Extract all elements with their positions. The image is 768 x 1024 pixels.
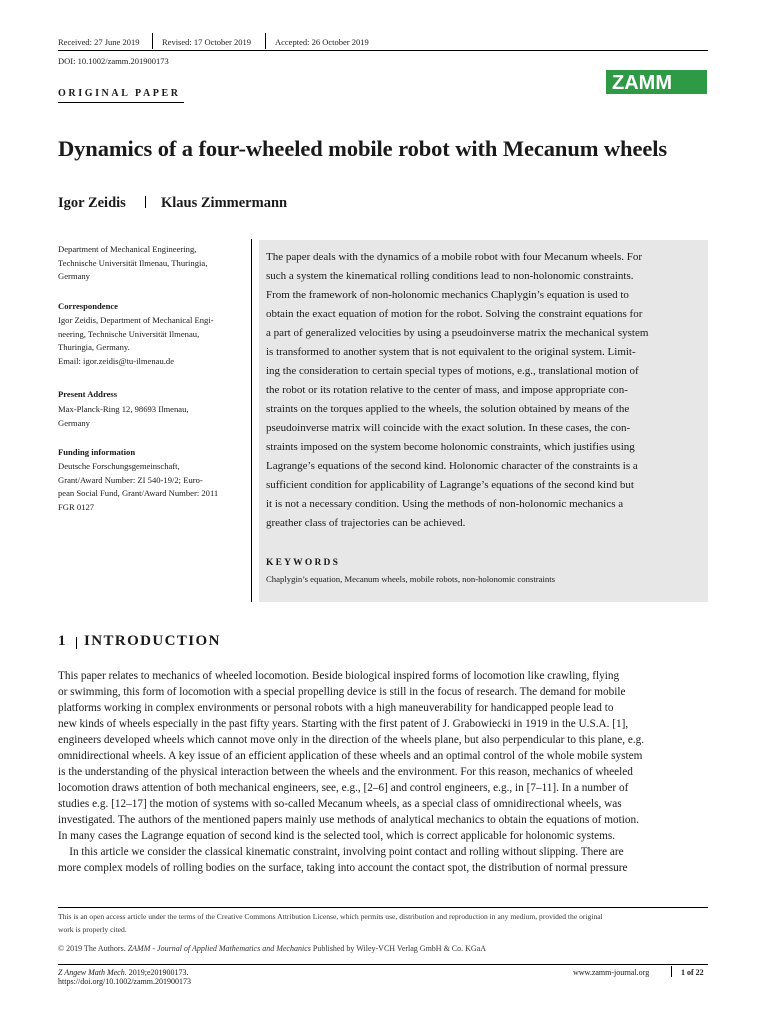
body-line: studies e.g. [12–17] the motion of systems with so-called Mecanum wheels, as a special class of omnidirectional wheels, was <box>58 798 622 810</box>
body-line: is the understanding of the physical interaction between the wheels and the environment. For this reason, mechanics of wheeled <box>58 766 633 778</box>
body-line: omnidirectional wheels. A key issue of an efficient application of these wheels and an optimal control of the whole mobile system <box>58 750 643 762</box>
abstract-line: ing the consideration to certain special types of motions, e.g., translational motion of <box>266 365 639 377</box>
body-line: or swimming, this form of locomotion with a special propelling device is still in the focus of research. The demand for mobile <box>58 686 626 698</box>
body-line: more complex models of rolling bodies on the surface, taking into account the contact spot, the distribution of normal pressure <box>58 862 628 874</box>
body-line: In many cases the Lagrange equation of second kind is the selected tool, which is correct applicable for holonomic systems. <box>58 830 616 842</box>
abstract-line: a part of generalized velocities by using a pseudoinverse matrix the mechanical system <box>266 327 649 339</box>
citation-id: 2019;e201900173. <box>126 968 189 977</box>
license-text: This is an open access article under the terms of the Creative Commons Attribution License, which permits use, distribution and reproduction in any medium, provided the original <box>58 912 603 921</box>
footer-rule <box>58 964 708 965</box>
abstract-line: obtain the exact equation of motion for the robot. Solving the constraint equations for <box>266 308 643 320</box>
abstract-line: sufficient condition for applicability of Lagrange’s equations of the second kind but <box>266 479 634 491</box>
author-2[interactable]: Klaus Zimmermann <box>161 195 288 211</box>
body-line: platforms working in complex environments or personal robots with a high maneuverability for handicapped people lead to <box>58 702 614 714</box>
abstract-line: The paper deals with the dynamics of a mobile robot with four Mecanum wheels. For <box>266 251 643 263</box>
zamm-journal-logo <box>606 70 707 94</box>
column-divider <box>251 239 252 602</box>
funding-heading: Funding information <box>58 447 136 457</box>
abstract-line: straints on the torques applied to the wheels, the solution obtained by means of the <box>266 403 630 415</box>
citation <box>58 968 189 977</box>
received-date: Received: 27 June 2019 <box>58 37 140 47</box>
footer-divider <box>671 966 672 977</box>
copyright-prefix: © 2019 The Authors. <box>58 944 128 953</box>
doi[interactable]: DOI: 10.1002/zamm.201900173 <box>58 56 169 66</box>
author-1[interactable]: Igor Zeidis <box>58 195 126 211</box>
section-divider <box>76 637 77 649</box>
body-line: engineers developed wheels which cannot move only in the direction of the wheels plane, but also perpendicular to this plane, e.g. <box>58 734 645 746</box>
section-title: INTRODUCTION <box>84 633 221 649</box>
present-address: Max-Planck-Ring 12, 98693 Ilmenau, Germany <box>58 404 189 428</box>
abstract-line: Lagrange’s equations of the second kind. Holonomic character of the constraints is a <box>266 460 638 472</box>
footnote-rule <box>58 907 708 908</box>
copyright-suffix: Published by Wiley-VCH Verlag GmbH & Co. KGaA <box>310 944 487 953</box>
header-divider <box>152 33 153 49</box>
abstract-line: straints imposed on the system become holonomic constraints, which justifies using <box>266 441 635 453</box>
header-rule <box>58 50 708 51</box>
paper-type-underline <box>58 102 184 103</box>
accepted-date: Accepted: 26 October 2019 <box>275 37 369 47</box>
abstract-line: is transformed to another system that is not equivalent to the original system. Limit- <box>266 346 636 358</box>
copyright-journal: ZAMM - Journal of Applied Mathematics and Mechanics <box>127 944 311 953</box>
abstract-line: such a system the kinematical rolling conditions lead to non-holonomic constraints. <box>266 270 634 282</box>
correspondence: Igor Zeidis, Department of Mechanical Engi- neering, Technische Universität Ilmenau, Thuringia, Germany. Email: igor.zeidis@tu-ilmenau.de <box>58 315 214 366</box>
correspondence-heading: Correspondence <box>58 301 118 311</box>
page-number: 1 of 22 <box>681 968 704 977</box>
abstract-line: From the framework of non-holonomic mechanics Chaplygin’s equation is used to <box>266 289 629 301</box>
abstract-line: greather class of trajectories can be achieved. <box>266 517 466 529</box>
keywords: Chaplygin’s equation, Mecanum wheels, mobile robots, non-holonomic constraints <box>266 574 556 584</box>
doi-url[interactable]: https://doi.org/10.1002/zamm.201900173 <box>58 977 191 986</box>
department: Department of Mechanical Engineering, Technische Universität Ilmenau, Thuringia, Germany <box>58 244 208 282</box>
section-number: 1 <box>58 633 66 649</box>
abstract-line: the robot or its rotation relative to the center of mass, and impose appropriate con- <box>266 384 628 396</box>
logo-text: ZAMM <box>612 72 672 94</box>
copyright-line <box>58 944 486 953</box>
license-text: work is properly cited. <box>58 925 127 934</box>
body-line: locomotion draws attention of both mechanical engineers, see, e.g., [2–6] and control engineers, e.g., in [7–11]. In a number of <box>58 782 629 794</box>
citation-journal: Z Angew Math Mech. <box>58 968 127 977</box>
present-address-heading: Present Address <box>58 389 118 399</box>
body-line: new kinds of wheels especially in the past fifty years. Starting with the first patent of J. Grabowiecki in 1919 in the U.S.A. [1], <box>58 718 629 730</box>
header-divider <box>265 33 266 49</box>
paper-title: Dynamics of a four-wheeled mobile robot with Mecanum wheels <box>58 136 668 161</box>
abstract-line: pseudoinverse matrix will coincide with the exact solution. In these cases, the con- <box>266 422 631 434</box>
keywords-heading: KEYWORDS <box>266 558 341 568</box>
paper-type: ORIGINAL PAPER <box>58 88 181 99</box>
journal-website[interactable]: www.zamm-journal.org <box>573 968 650 977</box>
abstract-line: it is not a necessary condition. Using the methods of non-holonomic mechanics a <box>266 498 624 510</box>
body-line: This paper relates to mechanics of wheeled locomotion. Beside biological inspired forms of locomotion like crawling, flying <box>58 670 620 682</box>
funding-info: Deutsche Forschungsgemeinschaft, Grant/Award Number: ZI 540-19/2; Euro- pean Social Fund, Grant/Award Number: 2011 FGR 0127 <box>58 461 219 512</box>
body-line: In this article we consider the classical kinematic constraint, involving point contact and rolling without slipping. There are <box>58 846 624 858</box>
revised-date: Revised: 17 October 2019 <box>162 37 251 47</box>
author-divider <box>145 196 146 208</box>
body-line: investigated. The authors of the mentioned papers mainly use methods of analytical mechanics to obtain the equations of motion. <box>58 814 639 826</box>
